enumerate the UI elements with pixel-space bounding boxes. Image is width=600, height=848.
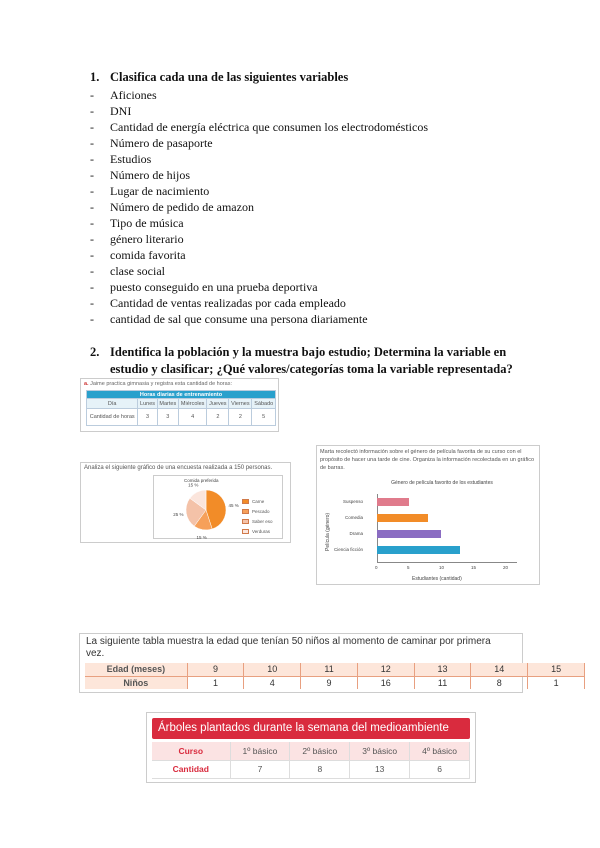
list-item-text: Cantidad de ventas realizadas por cada empleado bbox=[110, 296, 346, 310]
legend-swatch bbox=[242, 529, 249, 534]
question-1-number: 1. bbox=[90, 70, 100, 84]
bar-chart-title-text: Género de película favorito de los estudiantes bbox=[391, 480, 493, 486]
pie-chart-box bbox=[153, 475, 283, 539]
children-cell: 4 bbox=[244, 676, 301, 689]
children-cell: 1 bbox=[187, 676, 244, 689]
age-cell: 11 bbox=[301, 663, 358, 676]
list-dash: - bbox=[90, 312, 94, 326]
age-cell: 9 bbox=[187, 663, 244, 676]
question-1-text: Clasifica cada una de las siguientes variables bbox=[110, 70, 349, 84]
bar-category-label: Suspenso bbox=[342, 499, 363, 504]
age-cell: 14 bbox=[471, 663, 528, 676]
age-cell: 12 bbox=[357, 663, 414, 676]
hours-table-title: Horas diarias de entrenamiento bbox=[87, 391, 276, 399]
hours-cell: 4 bbox=[178, 409, 206, 426]
legend-label: Carne bbox=[252, 498, 265, 504]
list-item-text: DNI bbox=[110, 104, 132, 118]
pie-slice-label: 25 % bbox=[173, 511, 184, 517]
x-tick-label: 0 bbox=[375, 565, 378, 570]
list-dash: - bbox=[90, 248, 94, 262]
bar bbox=[377, 546, 460, 554]
list-item-text: Estudios bbox=[110, 152, 152, 166]
list-item bbox=[90, 119, 428, 135]
question-2-line1: Identifica la población y la muestra bajo estudio; Determina la variable en bbox=[110, 345, 507, 359]
bar-category-label: Drama bbox=[349, 531, 363, 536]
x-tick-label: 5 bbox=[407, 565, 410, 570]
list-item-text: Tipo de música bbox=[110, 216, 184, 230]
course-cell: 1º básico bbox=[230, 742, 290, 760]
legend-item bbox=[242, 516, 273, 526]
quantity-cell: 6 bbox=[410, 760, 470, 778]
children-cell: 8 bbox=[471, 676, 528, 689]
course-cell: 4º básico bbox=[410, 742, 470, 760]
list-item bbox=[90, 311, 428, 327]
food-survey-figure bbox=[80, 462, 291, 543]
trees-table-title: Árboles plantados durante la semana del medioambiente bbox=[152, 718, 470, 739]
list-item bbox=[90, 263, 428, 279]
day-cell: Sábado bbox=[252, 399, 276, 409]
x-axis bbox=[377, 562, 517, 563]
age-cell: 10 bbox=[244, 663, 301, 676]
list-dash: - bbox=[90, 184, 94, 198]
list-item bbox=[90, 215, 428, 231]
list-item bbox=[90, 279, 428, 295]
bar-chart-xlabel: Estudiantes (cantidad) bbox=[412, 576, 462, 582]
pie-slice-label: 15 % bbox=[188, 482, 199, 488]
list-dash: - bbox=[90, 296, 94, 310]
hours-header: Cantidad de horas bbox=[87, 409, 138, 426]
list-item bbox=[90, 87, 428, 103]
list-item-text: género literario bbox=[110, 232, 184, 246]
children-header: Niños bbox=[85, 676, 187, 689]
list-dash: - bbox=[90, 200, 94, 214]
list-item bbox=[90, 295, 428, 311]
list-item-text: clase social bbox=[110, 264, 165, 278]
list-dash: - bbox=[90, 120, 94, 134]
x-tick-label: 20 bbox=[503, 565, 509, 570]
list-item-text: comida favorita bbox=[110, 248, 186, 262]
day-cell: Lunes bbox=[138, 399, 157, 409]
bar-chart-title bbox=[377, 480, 507, 486]
children-cell: 1 bbox=[528, 676, 585, 689]
hours-cell: 3 bbox=[157, 409, 178, 426]
list-item bbox=[90, 183, 428, 199]
list-item bbox=[90, 167, 428, 183]
list-item bbox=[90, 135, 428, 151]
day-cell: Jueves bbox=[207, 399, 229, 409]
age-header: Edad (meses) bbox=[85, 663, 187, 676]
list-dash: - bbox=[90, 232, 94, 246]
children-cell: 9 bbox=[301, 676, 358, 689]
hours-cell: 5 bbox=[252, 409, 276, 426]
list-item bbox=[90, 231, 428, 247]
age-cell: 15 bbox=[528, 663, 585, 676]
course-cell: 3º básico bbox=[350, 742, 410, 760]
bar bbox=[377, 530, 441, 538]
bar bbox=[377, 498, 409, 506]
x-tick-label: 15 bbox=[471, 565, 477, 570]
list-dash: - bbox=[90, 88, 94, 102]
walking-age-figure bbox=[79, 633, 562, 693]
bar-category-label: Comedia bbox=[344, 515, 363, 520]
list-item bbox=[90, 151, 428, 167]
quantity-cell: 13 bbox=[350, 760, 410, 778]
list-dash: - bbox=[90, 152, 94, 166]
pie-legend bbox=[242, 496, 273, 536]
quantity-header: Cantidad bbox=[152, 760, 230, 778]
quantity-cell: 7 bbox=[230, 760, 290, 778]
list-dash: - bbox=[90, 136, 94, 150]
trees-planted-figure bbox=[146, 712, 476, 783]
day-cell: Martes bbox=[157, 399, 178, 409]
list-item-text: Cantidad de energía eléctrica que consumen los electrodomésticos bbox=[110, 120, 428, 134]
children-cell: 16 bbox=[357, 676, 414, 689]
legend-label: Saber eso bbox=[252, 518, 273, 524]
list-item bbox=[90, 199, 428, 215]
bar-chart-ylabel: Película (género) bbox=[325, 512, 331, 551]
legend-item bbox=[242, 526, 273, 536]
question-2-number: 2. bbox=[90, 345, 100, 359]
fig3-intro: Marta recolectó información sobre el género de película favorita de su curso con el propósito de hacer una tarde de cine. Organiza la información recolectada en un gráfico de barras. bbox=[320, 449, 535, 471]
legend-label: Pescado bbox=[252, 508, 270, 514]
trees-table bbox=[152, 742, 470, 779]
hours-table bbox=[86, 390, 276, 426]
pie-slice-label: 45 % bbox=[228, 503, 239, 509]
legend-label: Verduras bbox=[252, 528, 271, 534]
bar bbox=[377, 514, 428, 522]
hours-cell: 2 bbox=[207, 409, 229, 426]
list-item-text: puesto conseguido en una prueba deportiva bbox=[110, 280, 318, 294]
list-dash: - bbox=[90, 264, 94, 278]
item-letter: a. bbox=[84, 381, 89, 387]
variables-list bbox=[90, 87, 428, 327]
hours-cell: 3 bbox=[138, 409, 157, 426]
question-1-title bbox=[90, 70, 348, 85]
list-item-text: cantidad de sal que consume una persona diariamente bbox=[110, 312, 368, 326]
day-header: Día bbox=[87, 399, 138, 409]
x-tick-label: 10 bbox=[439, 565, 445, 570]
fig2-intro: Analiza el siguiente gráfico de una encuesta realizada a 150 personas. bbox=[84, 465, 273, 471]
list-dash: - bbox=[90, 168, 94, 182]
course-cell: 2º básico bbox=[290, 742, 350, 760]
fig1-intro: Jaime practica gimnasia y registra esta cantidad de horas: bbox=[90, 381, 232, 387]
course-header: Curso bbox=[152, 742, 230, 760]
list-item bbox=[90, 247, 428, 263]
list-item-text: Número de pasaporte bbox=[110, 136, 213, 150]
day-cell: Viernes bbox=[229, 399, 252, 409]
legend-item bbox=[242, 506, 273, 516]
list-dash: - bbox=[90, 280, 94, 294]
list-dash: - bbox=[90, 104, 94, 118]
pie-chart-title: Comida preferida bbox=[184, 478, 219, 483]
legend-swatch bbox=[242, 509, 249, 514]
children-cell: 11 bbox=[414, 676, 471, 689]
gymnastics-hours-figure bbox=[80, 378, 279, 432]
list-dash: - bbox=[90, 216, 94, 230]
day-cell: Miércoles bbox=[178, 399, 206, 409]
walking-age-table bbox=[85, 663, 585, 689]
movie-genre-figure bbox=[316, 445, 540, 585]
bar-category-label: Ciencia ficción bbox=[333, 547, 363, 552]
age-cell: 13 bbox=[414, 663, 471, 676]
list-item-text: Lugar de nacimiento bbox=[110, 184, 210, 198]
legend-swatch bbox=[242, 499, 249, 504]
pie-slice-label: 15 % bbox=[196, 535, 207, 540]
fig4-intro: La siguiente tabla muestra la edad que tenían 50 niños al momento de caminar por primera vez. bbox=[86, 636, 491, 659]
list-item-text: Número de pedido de amazon bbox=[110, 200, 254, 214]
list-item-text: Número de hijos bbox=[110, 168, 190, 182]
quantity-cell: 8 bbox=[290, 760, 350, 778]
legend-swatch bbox=[242, 519, 249, 524]
question-2-line2: estudio y clasificar; ¿Qué valores/categorías toma la variable representada? bbox=[110, 362, 513, 376]
legend-item bbox=[242, 496, 273, 506]
hours-cell: 2 bbox=[229, 409, 252, 426]
question-2 bbox=[90, 344, 525, 378]
list-item bbox=[90, 103, 428, 119]
list-item-text: Aficiones bbox=[110, 88, 157, 102]
